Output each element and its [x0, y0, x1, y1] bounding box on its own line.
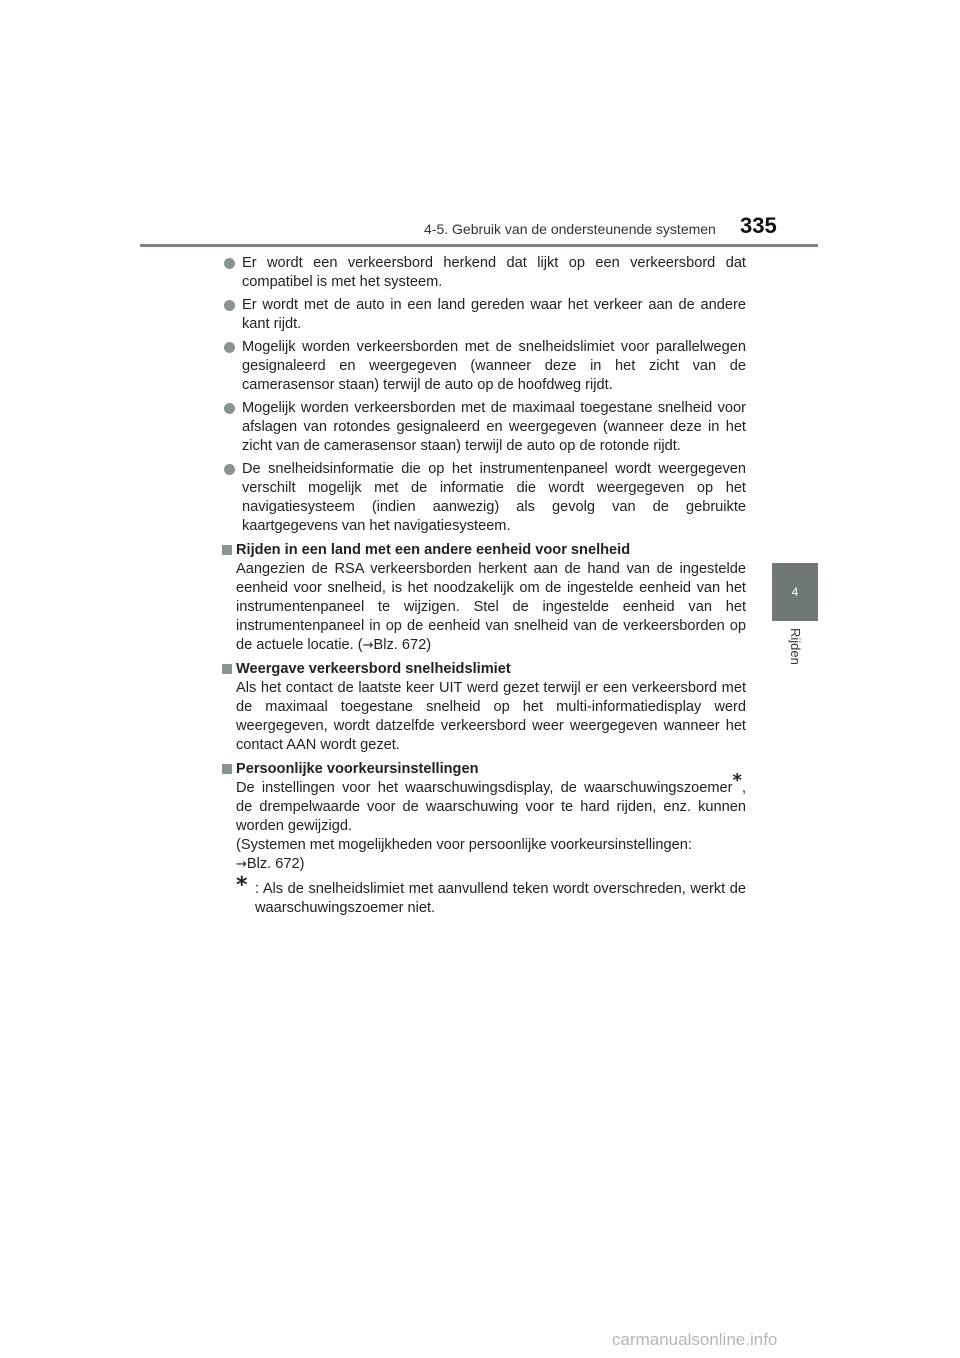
section-paragraph: [222, 560, 746, 655]
heading-text: Persoonlijke voorkeursinstellingen: [236, 761, 479, 777]
bullet-text: Er wordt met de auto in een land gereden waar het verkeer aan de andere kant rijdt.: [242, 297, 746, 332]
footnote: [222, 873, 746, 918]
footnote-marker-icon: *: [236, 873, 248, 898]
bullet-dot-icon: [224, 300, 235, 311]
footnote-star-icon: *: [732, 770, 742, 792]
page-number: 335: [740, 213, 777, 238]
arrow-icon: →: [236, 857, 247, 872]
section-paragraph: [222, 770, 746, 874]
heading-text: Rijden in een land met een andere eenheid voor snelheid: [236, 542, 631, 558]
bullet-dot-icon: [224, 403, 235, 414]
chapter-tab: [772, 563, 818, 621]
heading-text: Weergave verkeersbord snelheidslimiet: [236, 661, 511, 677]
section-heading: [222, 760, 746, 779]
bullet-dot-icon: [224, 342, 235, 353]
paragraph-text: Als het contact de laatste keer UIT werd gezet terwijl er een verkeersbord met de maximaal toegestane snelheid op het multi-informatiedisplay werd weergegeven, wordt datzelfde verkeersbord weer weergegeven wanneer het contact AAN wordt gezet.: [236, 680, 746, 753]
bullet-text: Mogelijk worden verkeersborden met de snelheidslimiet voor parallelwegen gesignaleerd en weergegeven (wanneer deze in het zicht van de camerasensor staan) terwijl de auto op de hoofdweg rijdt.: [242, 339, 746, 393]
section-title: 4-5. Gebruik van de ondersteunende systemen: [424, 221, 716, 237]
bullet-item: [222, 338, 746, 395]
arrow-icon: →: [362, 638, 374, 653]
bullet-dot-icon: [224, 258, 235, 269]
section-heading: [222, 541, 746, 560]
bullet-item: [222, 296, 746, 334]
page-reference[interactable]: Blz. 672): [373, 637, 432, 653]
page-reference[interactable]: Blz. 672): [246, 856, 305, 872]
bullet-item: [222, 399, 746, 456]
paragraph-text: De instellingen voor het waarschuwingsdisplay, de waarschuwingszoemer: [236, 780, 733, 796]
watermark: carmanualsonline.info: [612, 1330, 778, 1349]
square-bullet-icon: [222, 545, 232, 555]
section-paragraph: [222, 679, 746, 755]
page-content: [222, 254, 746, 918]
section-heading: [222, 660, 746, 679]
chapter-number: 4: [791, 585, 799, 599]
bullet-item: [222, 254, 746, 292]
bullet-text: Mogelijk worden verkeersborden met de maximaal toegestane snelheid voor afslagen van rotondes gesignaleerd en weergegeven (wanneer deze in het zicht van de camerasensor staan) terwijl de auto op de rotonde rijdt.: [242, 400, 746, 454]
paragraph-text: Aangezien de RSA verkeersborden herkent aan de hand van de ingestelde eenheid voor snelheid, is het noodzakelijk om de ingestelde eenheid van het instrumentenpaneel te wijzigen. Stel de ingestelde eenheid van het instrumentenpaneel in op de eenheid van snelheid van de verkeersborden op de actuele locatie. (: [236, 561, 746, 653]
paragraph-text: , de drempelwaarde voor de waarschuwing voor te hard rijden, enz. kunnen worden gewijzigd.: [236, 780, 746, 834]
chapter-label: Rijden: [788, 628, 803, 665]
bullet-dot-icon: [224, 464, 235, 475]
footnote-text: : Als de snelheidslimiet met aanvullend teken wordt overschreden, werkt de waarschuwingszoemer niet.: [255, 881, 746, 916]
bullet-text: De snelheidsinformatie die op het instrumentenpaneel wordt weergegeven verschilt mogelijk met de informatie die wordt weergegeven op het navigatiesysteem (indien aanwezig) als gevolg van de gebruikte kaartgegevens van het navigatiesysteem.: [242, 461, 746, 534]
bullet-item: [222, 460, 746, 536]
header-divider: [140, 244, 818, 247]
square-bullet-icon: [222, 764, 232, 774]
square-bullet-icon: [222, 664, 232, 674]
paragraph-text: (Systemen met mogelijkheden voor persoonlijke voorkeursinstellingen:: [236, 837, 692, 853]
bullet-text: Er wordt een verkeersbord herkend dat lijkt op een verkeersbord dat compatibel is met het systeem.: [242, 255, 746, 290]
